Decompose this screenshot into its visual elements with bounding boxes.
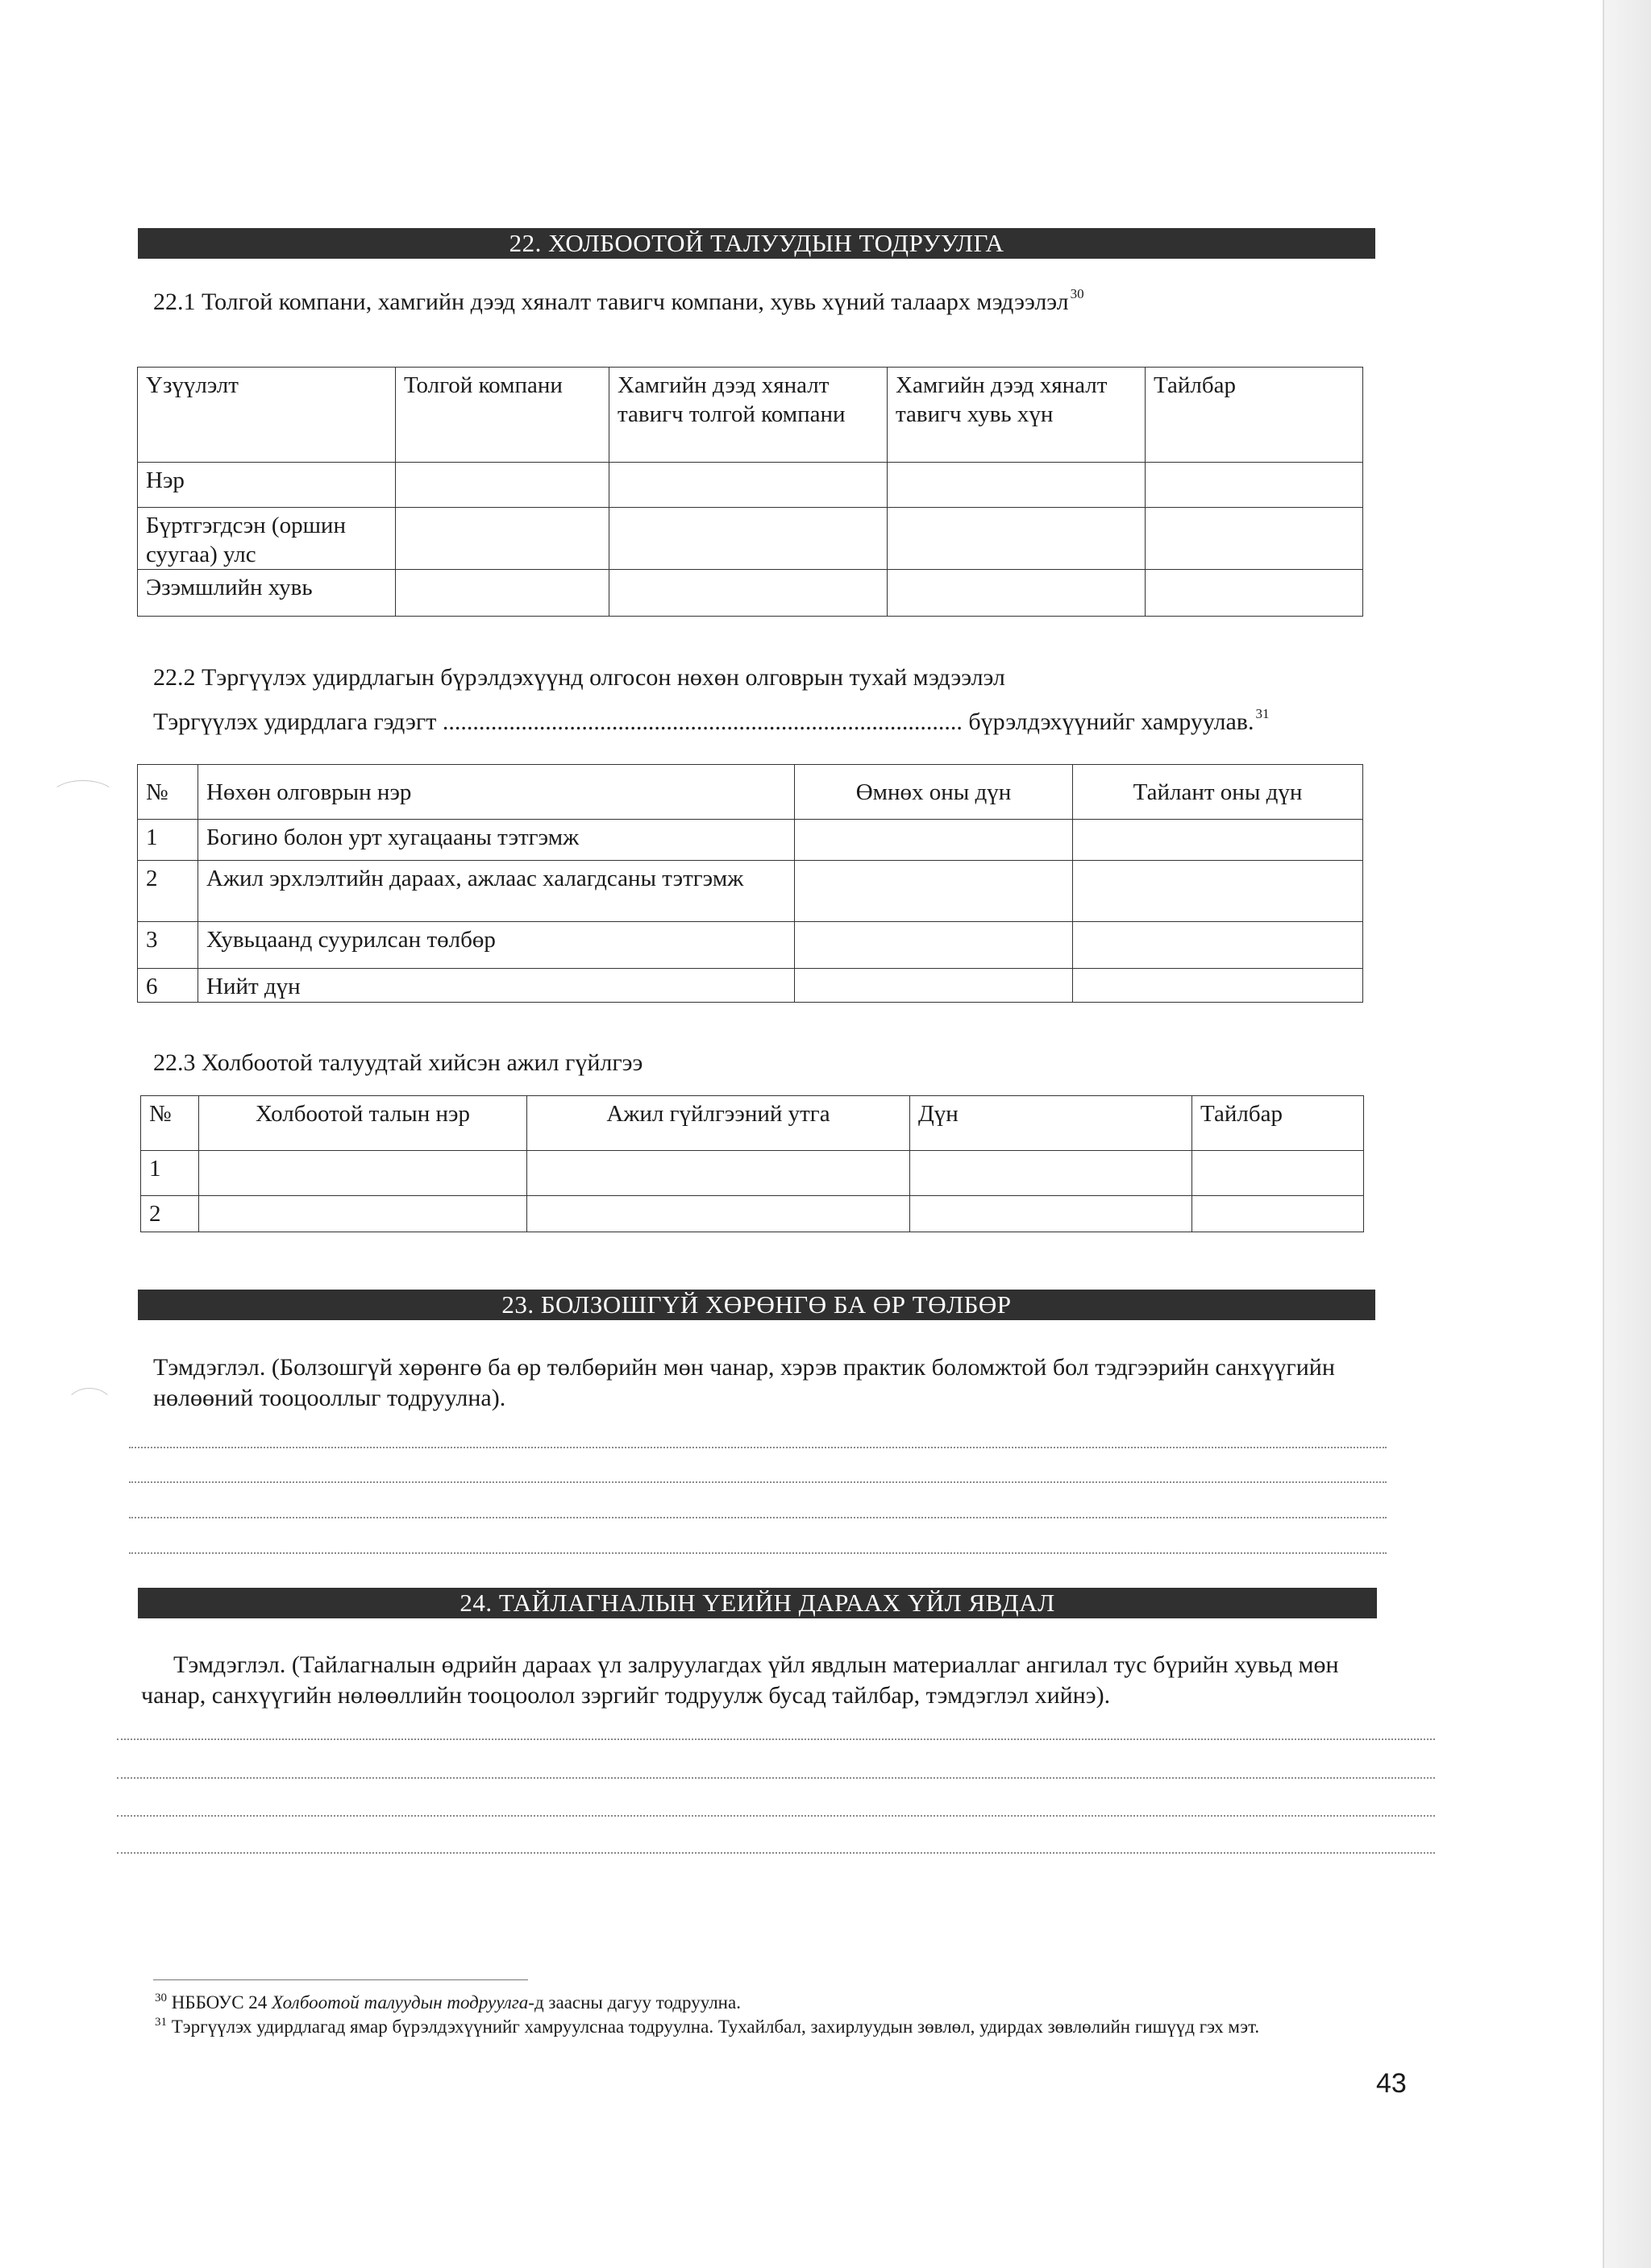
table-cell[interactable] (199, 1196, 527, 1232)
table-cell[interactable] (1073, 969, 1363, 1003)
management-definition-line: Тэргүүлэх удирдлага гэдэгт ...................................................................................... бүрэлдэхүүнийг хамруулав. $^{31}$ (153, 706, 1270, 735)
table-cell[interactable] (527, 1151, 910, 1196)
table-row (141, 1151, 1364, 1196)
row-label: Нэр (138, 463, 396, 508)
fill-in-dots[interactable]: ...................................................................................... (442, 708, 963, 735)
table-cell[interactable] (1073, 861, 1363, 922)
table-header-cell: Толгой компани (396, 368, 609, 463)
footnote-ref-31[interactable]: 31 (1255, 706, 1270, 721)
table-cell[interactable] (1146, 570, 1363, 617)
table-header-cell: Холбоотой талын нэр (199, 1096, 527, 1151)
table-header-cell: № (141, 1096, 199, 1151)
section-22-header (138, 228, 1375, 259)
table-row (141, 1196, 1364, 1232)
row-label: Бүртгэгдсэн (оршин суугаа) улс (138, 508, 396, 570)
subsection-22-2-heading: 22.2 Тэргүүлэх удирдлагын бүрэлдэхүүнд олгосон нөхөн олговрын тухай мэдээлэл (153, 664, 1005, 691)
row-number: 3 (138, 922, 198, 969)
section-24-note: Тэмдэглэл. (Тайлагналын өдрийн дараах үл залруулагдах үйл явдлын материаллаг ангилал тус бүрийн хувьд мөн чанар, санхүүгийн нөлөөллийн тооцоолол зэргийг тодруулж бусад тайлбар, тэмдэглэл хийнэ). (141, 1651, 1339, 1709)
table-row (138, 861, 1363, 922)
section-24-title: 24. ТАЙЛАГНАЛЫН ҮЕИЙН ДАРААХ ҮЙЛ ЯВДАЛ (460, 1589, 1055, 1617)
table-cell[interactable] (1192, 1196, 1364, 1232)
table-cell[interactable] (1073, 922, 1363, 969)
table-cell[interactable] (888, 570, 1146, 617)
table-cell[interactable] (910, 1151, 1192, 1196)
row-number: 1 (138, 820, 198, 861)
table-cell[interactable] (396, 570, 609, 617)
footnote-31: $^{31}$ Тэргүүлэх удирдлагад ямар бүрэлдэхүүнийг хамруулснаа тодруулна. Тухайлбал, захирлуудын зөвлөл, удирдах зөвлөлийн гишүүд гэх мэт. (155, 2016, 1260, 2037)
table-header-cell: Үзүүлэлт (138, 368, 396, 463)
table-row (138, 570, 1363, 617)
table-header-cell: Дүн (910, 1096, 1192, 1151)
row-label: Эзэмшлийн хувь (138, 570, 396, 617)
note-line[interactable] (117, 1738, 1435, 1740)
table-row (138, 922, 1363, 969)
table-row (138, 508, 1363, 570)
table-header-cell: Тайлбар (1146, 368, 1363, 463)
table-cell[interactable] (795, 861, 1073, 922)
table-cell[interactable] (396, 508, 609, 570)
table-header-row (141, 1096, 1364, 1151)
footnote-30: $^{30}$ НББОУС 24 Холбоотой талуудын тодруулга-д заасны дагуу тодруулна. (155, 1992, 741, 2013)
page-edge-shadow (1604, 0, 1651, 2268)
table-cell[interactable] (1073, 820, 1363, 861)
note-line[interactable] (129, 1481, 1387, 1483)
table-22-2 (137, 764, 1363, 1003)
section-23-note: Тэмдэглэл. (Болзошгүй хөрөнгө ба өр төлбөрийн мөн чанар, хэрэв практик боломжтой бол тэдгээрийн санхүүгийн нөлөөний тооцооллыг тодруулна). (153, 1354, 1335, 1411)
table-header-cell: Хамгийн дээд хяналт тавигч хувь хүн (888, 368, 1146, 463)
table-header-cell: Хамгийн дээд хяналт тавигч толгой компани (609, 368, 888, 463)
row-label: Ажил эрхлэлтийн дараах, ажлаас халагдсаны тэтгэмж (198, 861, 795, 922)
table-row (138, 820, 1363, 861)
note-line[interactable] (117, 1777, 1435, 1779)
note-line[interactable] (129, 1552, 1387, 1554)
table-header-row (138, 765, 1363, 820)
footnote-mark: 31 (155, 2016, 167, 2029)
table-cell[interactable] (1146, 463, 1363, 508)
table-cell[interactable] (199, 1151, 527, 1196)
footnote-divider (153, 1979, 528, 1980)
table-cell[interactable] (795, 969, 1073, 1003)
table-cell[interactable] (609, 508, 888, 570)
section-22-title: 22. ХОЛБООТОЙ ТАЛУУДЫН ТОДРУУЛГА (509, 229, 1004, 257)
row-label: Нийт дүн (198, 969, 795, 1003)
note-line[interactable] (117, 1852, 1435, 1854)
table-cell[interactable] (527, 1196, 910, 1232)
note-line[interactable] (117, 1815, 1435, 1817)
table-cell[interactable] (1192, 1151, 1364, 1196)
table-cell[interactable] (795, 820, 1073, 861)
row-number: 2 (141, 1196, 199, 1232)
scan-artifact (64, 1388, 114, 1430)
row-number: 2 (138, 861, 198, 922)
table-22-3 (140, 1095, 1364, 1232)
table-cell[interactable] (795, 922, 1073, 969)
section-23-header (138, 1290, 1375, 1320)
table-cell[interactable] (1146, 508, 1363, 570)
table-header-cell: Тайлант оны дүн (1073, 765, 1363, 820)
section-24-header (138, 1588, 1377, 1618)
row-number: 6 (138, 969, 198, 1003)
table-header-cell: Өмнөх оны дүн (795, 765, 1073, 820)
table-cell[interactable] (910, 1196, 1192, 1232)
section-23-title: 23. БОЛЗОШГҮЙ ХӨРӨНГӨ БА ӨР ТӨЛБӨР (501, 1290, 1012, 1319)
table-cell[interactable] (888, 508, 1146, 570)
table-row (138, 463, 1363, 508)
page-number: 43 (1376, 2068, 1407, 2099)
note-line[interactable] (129, 1517, 1387, 1518)
subsection-22-1-heading: 22.1 Толгой компани, хамгийн дээд хяналт тавигч компани, хувь хүний талаарх мэдээлэл $^{30}$ (153, 286, 1084, 315)
table-cell[interactable] (609, 570, 888, 617)
note-line[interactable] (129, 1447, 1387, 1448)
row-number: 1 (141, 1151, 199, 1196)
table-header-cell: Нөхөн олговрын нэр (198, 765, 795, 820)
table-header-cell: Ажил гүйлгээний утга (527, 1096, 910, 1151)
table-header-cell: Тайлбар (1192, 1096, 1364, 1151)
table-row (138, 969, 1363, 1003)
table-cell[interactable] (888, 463, 1146, 508)
table-22-1 (137, 367, 1363, 617)
row-label: Хувьцаанд суурилсан төлбөр (198, 922, 795, 969)
footnote-ref-30[interactable]: 30 (1070, 286, 1084, 301)
scan-artifact (50, 780, 116, 814)
subsection-22-3-heading: 22.3 Холбоотой талуудтай хийсэн ажил гүйлгээ (153, 1049, 643, 1076)
row-label: Богино болон урт хугацааны тэтгэмж (198, 820, 795, 861)
table-header-row (138, 368, 1363, 463)
table-header-cell: № (138, 765, 198, 820)
table-cell[interactable] (609, 463, 888, 508)
footnote-mark: 30 (155, 1992, 167, 2004)
table-cell[interactable] (396, 463, 609, 508)
